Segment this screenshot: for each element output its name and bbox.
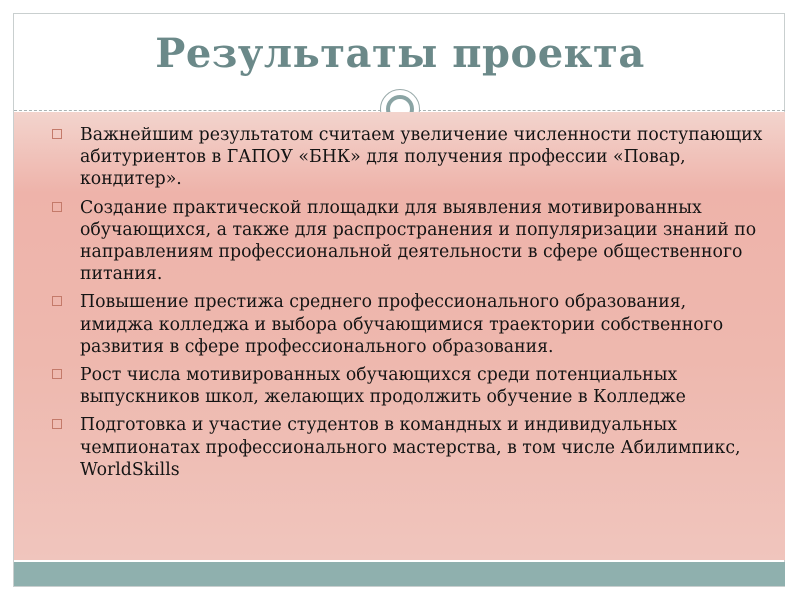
list-item [44,414,764,481]
slide-title: Результаты проекта [155,30,645,77]
list-item [44,124,764,191]
list-item-text: Подготовка и участие студентов в командных и индивидуальных чемпионатах профессионального мастерства, в том числе Абилимпикс, WorldSkills [80,415,741,480]
content-text-area [44,124,764,487]
square-bullet-icon [52,369,62,379]
list-item-text: Создание практической площадки для выявления мотивированных обучающихся, а также для распространения и популяризации знаний по направлениям профессиональной деятельности в сфере общественного питания. [80,197,757,285]
square-bullet-icon [52,419,62,429]
bullet-list [44,124,764,481]
footer-bar [14,562,785,586]
list-item-text: Рост числа мотивированных обучающихся среди потенциальных выпускников школ, желающих продолжить обучение в Колледже [80,365,686,408]
list-item-text: Важнейшим результатом считаем увеличение численности поступающих абитуриентов в ГАПОУ «БНК» для получения профессии «Повар, кондитер». [80,125,763,190]
square-bullet-icon [52,129,62,139]
list-item [44,364,764,408]
list-item [44,197,764,286]
square-bullet-icon [52,202,62,212]
list-item-text: Повышение престижа среднего профессионального образования, имиджа колледжа и выбора обучающимися траектории собственного развития в сфере профессионального образования. [80,292,724,357]
square-bullet-icon [52,296,62,306]
content-panel [14,112,785,560]
list-item [44,291,764,358]
